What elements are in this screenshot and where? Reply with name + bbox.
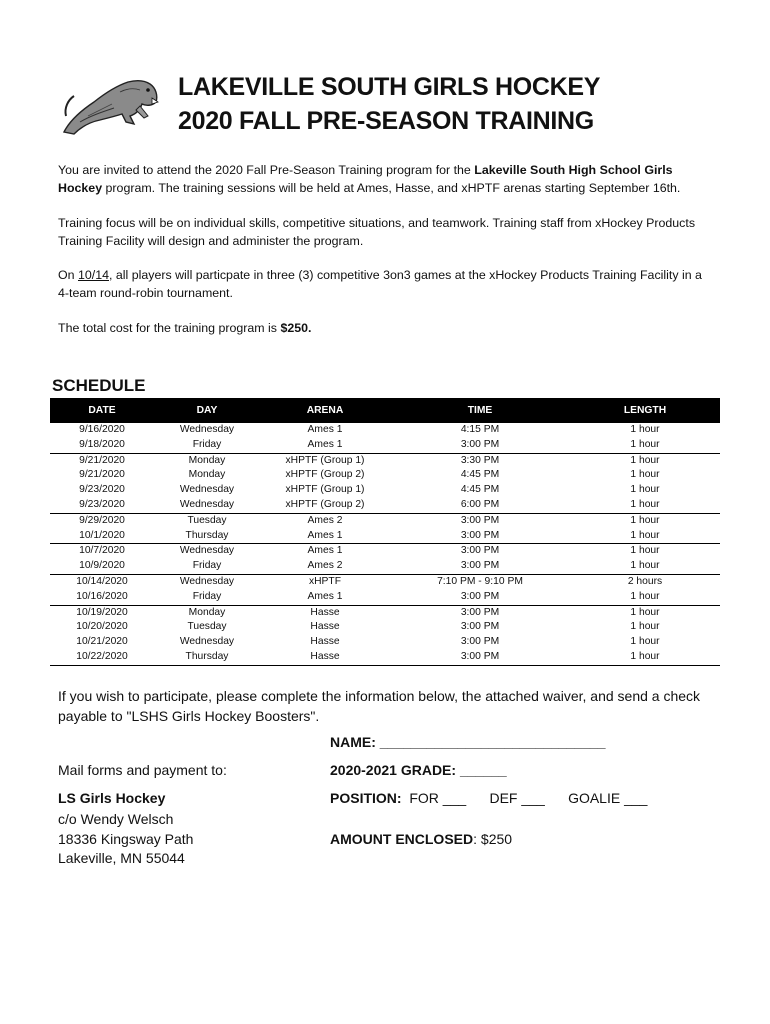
cell-time: 3:30 PM [460,454,500,466]
cell-day: Friday [154,590,260,605]
col-length-header: LENGTH [570,398,720,423]
cell-arena: xHPTF (Group 2) [260,498,390,513]
col-day-header: DAY [154,398,260,423]
cell-date: 9/23/2020 [50,498,154,513]
cell-date: 9/23/2020 [79,484,125,496]
cell-arena: Hasse [310,606,340,618]
cell-day: Wednesday [179,575,235,587]
cell-day: Wednesday [179,545,235,557]
table-row [50,605,720,620]
mail-label: Mail forms and payment to: [58,762,227,778]
cell-day: Monday [188,469,226,481]
cell-length: 1 hour [570,559,720,574]
table-row [50,544,720,559]
cell-length: 1 hour [570,590,720,605]
cell-length: 1 hour [630,545,660,557]
cell-length: 1 hour [630,636,660,648]
cell-time: 4:45 PM [460,469,500,481]
cell-time: 3:00 PM [460,636,500,648]
cell-length: 1 hour [630,454,660,466]
cell-day: Tuesday [187,514,227,526]
cell-day: Wednesday [179,424,235,435]
name-field: NAME: _____________________________ [330,734,606,750]
cell-arena: xHPTF (Group 1) [285,484,365,496]
cell-date: 9/18/2020 [50,438,154,453]
cell-arena: Hasse [260,650,390,665]
cell-length: 1 hour [570,498,720,513]
cell-arena: Ames 2 [260,559,390,574]
cell-date: 10/9/2020 [50,559,154,574]
cell-time: 4:15 PM [460,424,500,435]
cell-length: 1 hour [630,469,660,481]
cell-date: 10/16/2020 [50,590,154,605]
cell-date: 10/22/2020 [50,650,154,665]
intro-paragraph-2: Training focus will be on individual skills, competitive situations, and teamwork. Training staff from xHockey Products Training Facility will design and administer the program. [58,216,696,248]
cell-arena: Ames 1 [307,545,343,557]
table-row [50,590,720,605]
intro-paragraph-1: You are invited to attend the 2020 Fall Pre-Season Training program for the Lakeville South High School Girls Hockey program. The training sessions will be held at Ames, Hasse, and xHPTF arenas starting September 16th. [58,163,681,195]
cell-time: 3:00 PM [390,590,570,605]
cell-arena: Ames 1 [260,438,390,453]
cell-arena: xHPTF [308,575,342,587]
mail-address-line-1: c/o Wendy Welsch [58,811,174,827]
cell-date: 9/16/2020 [79,424,125,435]
cell-time: 3:00 PM [460,606,500,618]
mail-address-line-3: Lakeville, MN 55044 [58,850,185,866]
col-arena-header: ARENA [260,398,390,423]
cell-date: 10/14/2020 [76,575,128,587]
cell-arena: Ames 2 [307,514,343,526]
cell-arena: Hasse [310,621,340,633]
page-title [178,70,600,138]
cell-day: Monday [188,606,226,618]
cell-arena: xHPTF (Group 2) [285,469,365,481]
cell-day: Tuesday [187,621,227,633]
table-row [50,635,720,650]
title-line-2: 2020 FALL PRE-SEASON TRAINING [178,107,594,135]
table-row [50,468,720,483]
mail-address-line-2: 18336 Kingsway Path [58,831,194,847]
schedule-table [50,398,720,666]
cell-time: 6:00 PM [390,498,570,513]
cell-time: 3:00 PM [390,650,570,665]
cell-date: 9/21/2020 [79,469,125,481]
cell-arena: Ames 1 [307,424,343,435]
table-row [50,483,720,498]
cell-time: 3:00 PM [460,545,500,557]
cell-day: Friday [154,559,260,574]
table-row [50,438,720,453]
cell-day: Friday [154,438,260,453]
title-line-1: LAKEVILLE SOUTH GIRLS HOCKEY [178,73,601,101]
cell-arena: Ames 1 [260,590,390,605]
cell-time: 3:00 PM [390,559,570,574]
cell-date: 10/20/2020 [76,621,128,633]
mail-org: LS Girls Hockey [58,790,166,806]
col-date-header: DATE [50,398,154,423]
table-row [50,574,720,589]
table-row [50,513,720,528]
cell-arena: xHPTF (Group 1) [285,454,365,466]
cell-arena: Ames 1 [260,529,390,544]
cell-time: 3:00 PM [460,514,500,526]
cell-length: 1 hour [630,606,660,618]
table-row [50,650,720,665]
table-row [50,620,720,635]
cost-paragraph: The total cost for the training program is $250. [58,321,312,335]
cell-time: 3:00 PM [390,438,570,453]
cell-day: Thursday [154,650,260,665]
cell-date: 10/19/2020 [76,606,128,618]
amount-enclosed-field: AMOUNT ENCLOSED: $250 [330,831,513,847]
cell-date: 10/21/2020 [76,636,128,648]
cell-date: 9/29/2020 [79,514,125,526]
cell-day: Wednesday [179,484,235,496]
col-time-header: TIME [390,398,570,423]
cell-length: 1 hour [630,621,660,633]
schedule-header-row [50,398,720,423]
cell-length: 1 hour [630,424,660,435]
table-row [50,453,720,468]
intro-paragraph-3: On 10/14, all players will particpate in three (3) competitive 3on3 games at the xHockey Products Training Facility in a 4-team round-robin tournament. [58,268,702,300]
cell-day: Wednesday [179,636,235,648]
cell-day: Monday [188,454,226,466]
cell-length: 1 hour [630,514,660,526]
panther-logo-icon [60,72,162,136]
table-row [50,498,720,513]
position-field: POSITION: FOR ___ DEF ___ GOALIE ___ [330,790,648,806]
cell-day: Thursday [154,529,260,544]
table-row [50,559,720,574]
cell-day: Wednesday [154,498,260,513]
cell-length: 1 hour [570,650,720,665]
table-row [50,423,720,438]
cell-length: 1 hour [630,484,660,496]
cell-time: 3:00 PM [460,621,500,633]
cell-time: 3:00 PM [390,529,570,544]
table-row [50,529,720,544]
grade-field: 2020-2021 GRADE: ______ [330,762,507,778]
cell-length: 1 hour [570,438,720,453]
cell-date: 10/1/2020 [50,529,154,544]
cell-date: 9/21/2020 [79,454,125,466]
cell-arena: Hasse [310,636,340,648]
cell-date: 10/7/2020 [79,545,125,557]
schedule-title: SCHEDULE [52,376,146,395]
cell-time: 7:10 PM - 9:10 PM [437,575,523,587]
cell-length: 1 hour [570,529,720,544]
cell-length: 2 hours [627,575,663,587]
cell-time: 4:45 PM [460,484,500,496]
participate-instructions: If you wish to participate, please complete the information below, the attached waiver, and send a check payable to "LSHS Girls Hockey Boosters". [58,688,701,724]
